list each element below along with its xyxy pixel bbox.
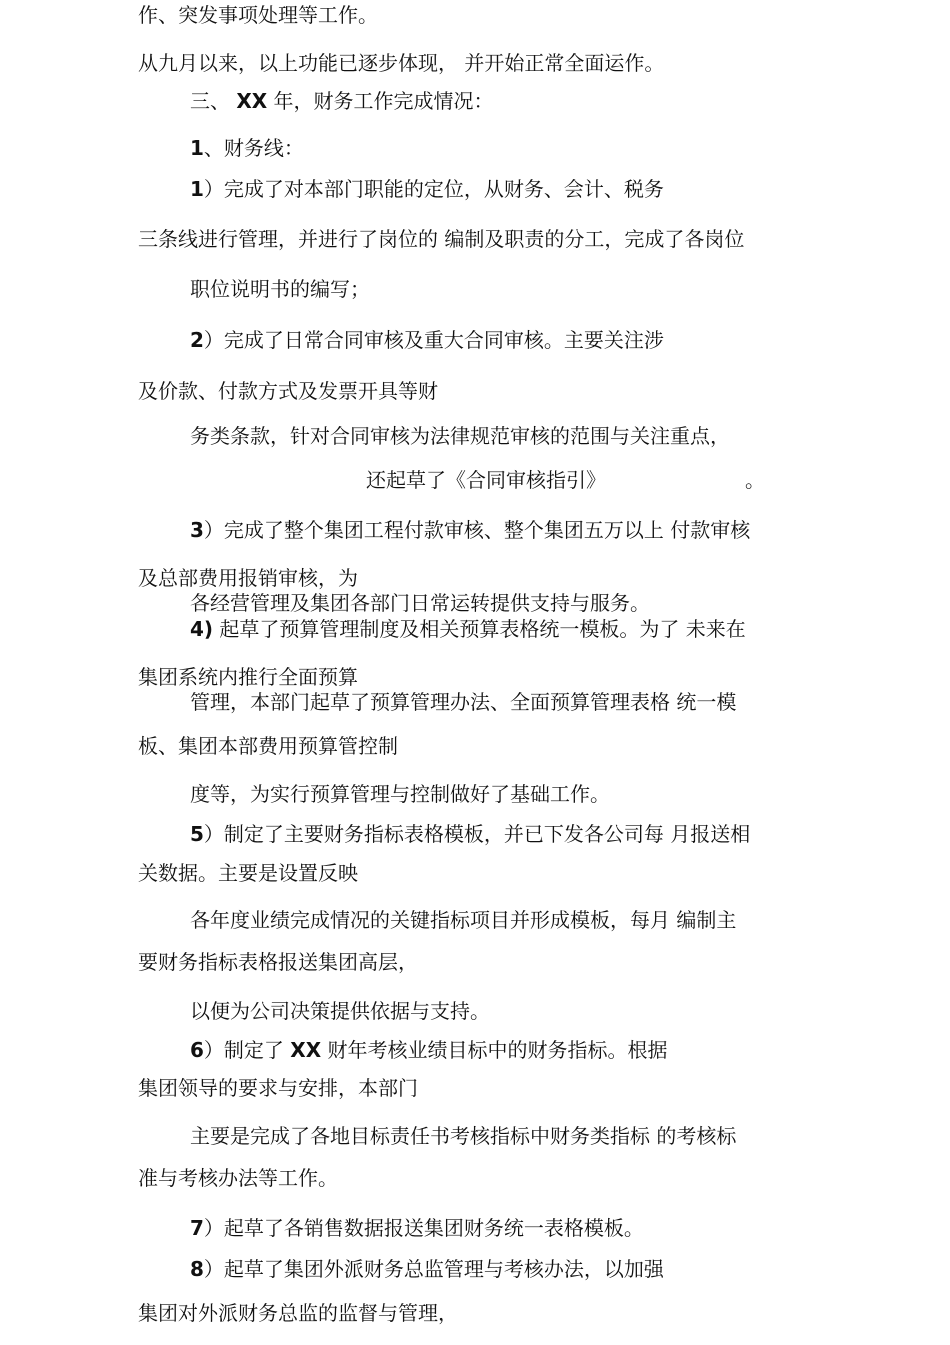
list-item: 1）完成了对本部门职能的定位，从财务、会计、税务 xyxy=(190,177,664,201)
text-line: 管理，本部门起草了预算管理办法、全面预算管理表格 统一模 xyxy=(190,690,737,714)
list-item: 2）完成了日常合同审核及重大合同审核。主要关注涉 xyxy=(190,328,664,352)
text-line: 各经营管理及集团各部门日常运转提供支持与服务。 xyxy=(190,591,650,615)
text-line: 集团系统内推行全面预算 xyxy=(138,665,358,689)
text-line: 务类条款，针对合同审核为法律规范审核的范围与关注重点， xyxy=(190,424,730,448)
list-item: 7）起草了各销售数据报送集团财务统一表格模板。 xyxy=(190,1216,644,1240)
text-line: 从九月以来，以上功能已逐步体现， 并开始正常全面运作。 xyxy=(138,51,665,75)
text-line: 准与考核办法等工作。 xyxy=(138,1166,338,1190)
list-item: 5）制定了主要财务指标表格模板，并已下发各公司每 月报送相 xyxy=(190,822,751,846)
section-heading: 三、 XX 年，财务工作完成情况： xyxy=(190,89,494,113)
text-line: 各年度业绩完成情况的关键指标项目并形成模板，每月 编制主 xyxy=(190,908,737,932)
list-item: 3）完成了整个集团工程付款审核、整个集团五万以上 付款审核 xyxy=(190,518,751,542)
subsection-heading: 1、财务线： xyxy=(190,136,304,160)
text-line: 还起草了《合同审核指引》 xyxy=(366,468,606,492)
text-line: 主要是完成了各地目标责任书考核指标中财务类指标 的考核标 xyxy=(190,1124,737,1148)
list-item: 6）制定了 XX 财年考核业绩目标中的财务指标。根据 xyxy=(190,1038,668,1062)
text-line: 要财务指标表格报送集团高层， xyxy=(138,950,418,974)
text-line: 关数据。主要是设置反映 xyxy=(138,861,358,885)
text-line: 度等，为实行预算管理与控制做好了基础工作。 xyxy=(190,782,610,806)
text-line: 作、突发事项处理等工作。 xyxy=(138,3,378,27)
text-line: 职位说明书的编写； xyxy=(190,277,370,301)
text-line: 及价款、付款方式及发票开具等财 xyxy=(138,379,438,403)
text-line: 集团对外派财务总监的监督与管理， xyxy=(138,1301,458,1325)
text-line: 板、集团本部费用预算管控制 xyxy=(138,734,398,758)
text-line: 及总部费用报销审核，为 xyxy=(138,566,358,590)
list-item: 4) 起草了预算管理制度及相关预算表格统一模板。为了 未来在 xyxy=(190,617,746,641)
text-line: 三条线进行管理，并进行了岗位的 编制及职责的分工，完成了各岗位 xyxy=(138,227,745,251)
list-item: 8）起草了集团外派财务总监管理与考核办法，以加强 xyxy=(190,1257,664,1281)
text-line: 。 xyxy=(745,468,765,492)
text-line: 集团领导的要求与安排，本部门 xyxy=(138,1076,418,1100)
text-line: 以便为公司决策提供依据与支持。 xyxy=(190,999,490,1023)
